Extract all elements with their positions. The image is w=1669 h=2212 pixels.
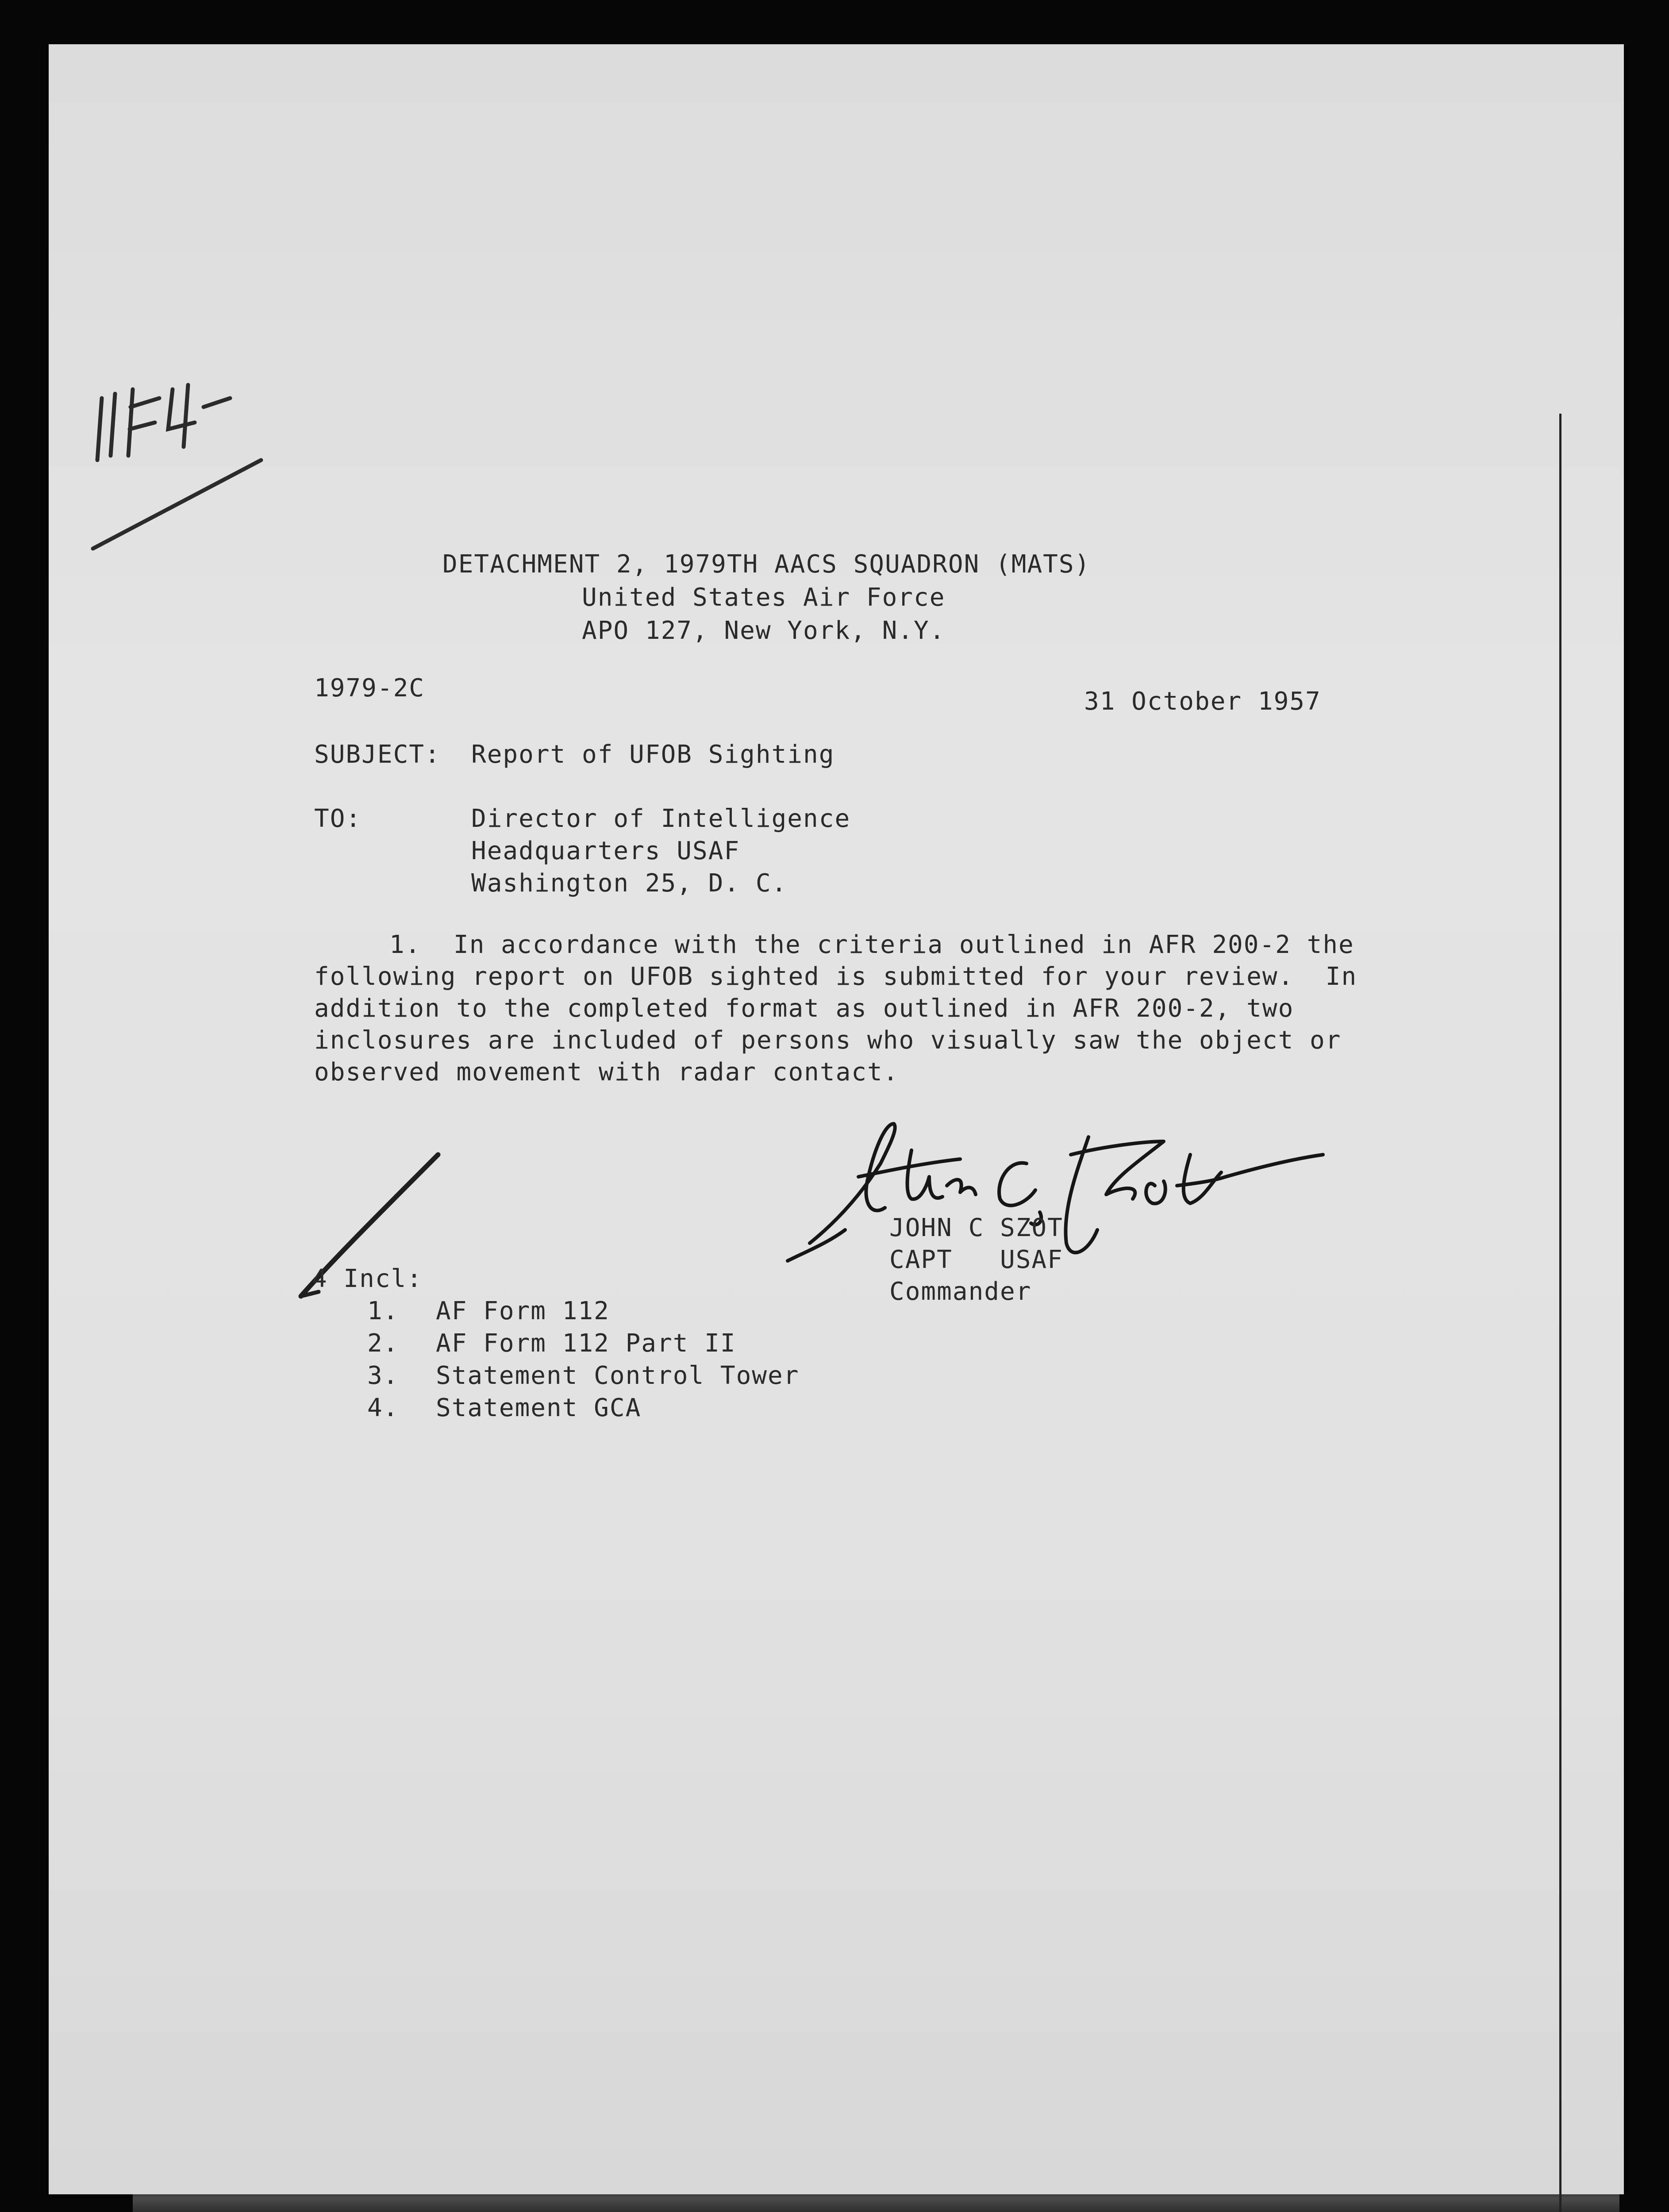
to-line-1: Director of Intelligence (471, 804, 851, 833)
inclosure-1-text: AF Form 112 (436, 1297, 610, 1325)
inclosure-3-text: Statement Control Tower (436, 1361, 800, 1390)
inclosures-heading: 4 Incl: (312, 1264, 423, 1293)
letterhead-line-3: APO 127, New York, N.Y. (582, 616, 946, 645)
letterhead-line-2: United States Air Force (582, 583, 946, 612)
handwritten-annotation (84, 372, 314, 557)
inclosure-1-number: 1. (367, 1297, 399, 1325)
signature-title: Commander (889, 1277, 1032, 1306)
subject-label: SUBJECT: (314, 740, 441, 769)
signature-rank: CAPT USAF (889, 1245, 1063, 1274)
paragraph-line-2: following report on UFOB sighted is submitted for your review. In (314, 962, 1358, 991)
paragraph-line-4: inclosures are included of persons who visually saw the object or (314, 1026, 1342, 1055)
page-bottom-shadow (133, 2194, 1619, 2212)
inclosure-2-number: 2. (367, 1329, 399, 1358)
subject-text: Report of UFOB Sighting (471, 740, 835, 769)
inclosure-2-text: AF Form 112 Part II (436, 1329, 736, 1358)
paragraph-line-3: addition to the completed format as outlined in AFR 200-2, two (314, 994, 1294, 1023)
letter-date: 31 October 1957 (1084, 687, 1321, 716)
paragraph-line-1: In accordance with the criteria outlined in AFR 200-2 the (454, 930, 1354, 959)
paragraph-line-5: observed movement with radar contact. (314, 1058, 899, 1087)
to-line-3: Washington 25, D. C. (471, 869, 788, 898)
to-line-2: Headquarters USAF (471, 837, 740, 865)
paragraph-number: 1. (389, 930, 421, 959)
right-margin-rule (1559, 414, 1561, 2212)
signature-name: JOHN C SZOT (889, 1214, 1063, 1242)
inclosure-4-text: Statement GCA (436, 1394, 642, 1422)
inclosure-4-number: 4. (367, 1394, 399, 1422)
to-label: TO: (314, 804, 362, 833)
letterhead-line-1: DETACHMENT 2, 1979TH AACS SQUADRON (MATS) (442, 550, 1091, 579)
reference-number: 1979-2C (314, 674, 425, 703)
inclosure-3-number: 3. (367, 1361, 399, 1390)
